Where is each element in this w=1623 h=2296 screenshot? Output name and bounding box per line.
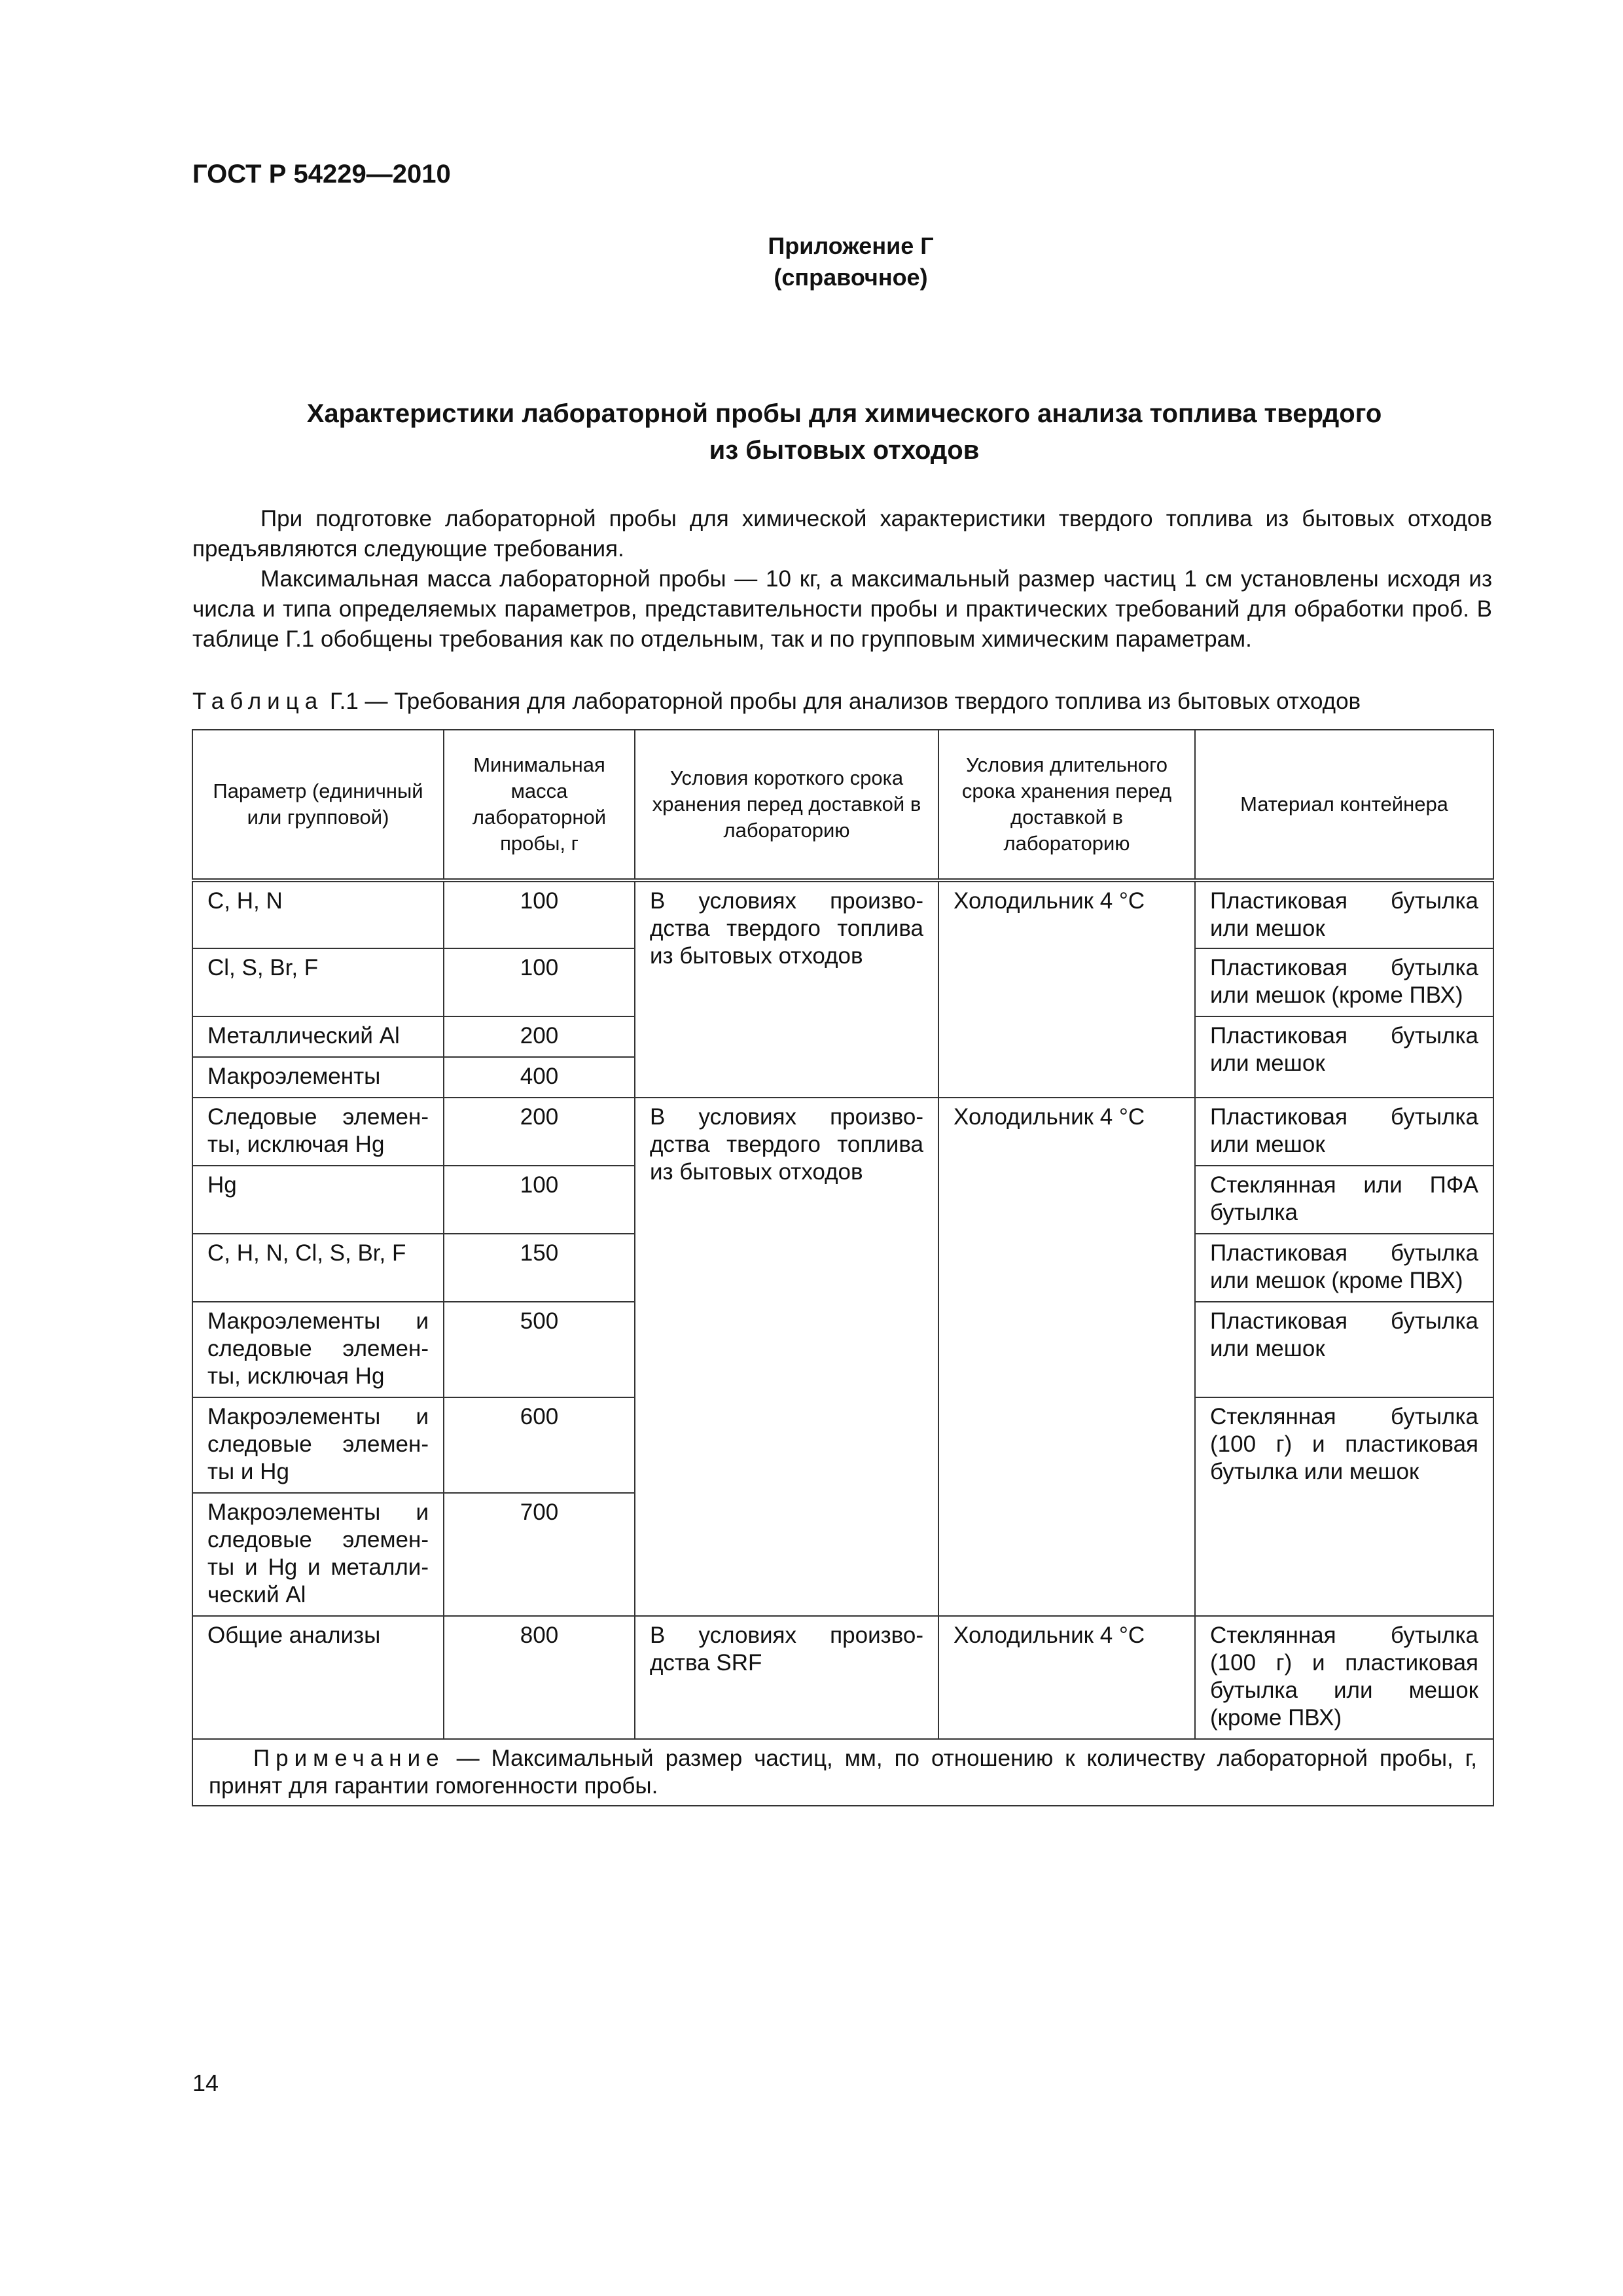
cell-container: Пластиковая бутылка или мешок — [1195, 880, 1493, 948]
cell-mass: 100 — [444, 948, 635, 1016]
annex-type: (справочное) — [774, 264, 928, 291]
cell-parameter: Макроэлементы — [192, 1057, 444, 1098]
cell-container: Стеклянная или ПФА бутылка — [1195, 1166, 1493, 1234]
document-title — [196, 395, 1492, 469]
cell-parameter: Макроэлементы и следовые элемен-ты, исключая Hg — [192, 1302, 444, 1397]
cell-mass: 500 — [444, 1302, 635, 1397]
page-number: 14 — [192, 2070, 219, 2096]
paragraph: Максимальная масса лабораторной пробы — 10 кг, а максимальный размер частиц 1 см установлены исходя из числа и типа определяемых параметров, представительности пробы и практических требований для обработки проб. В таблице Г.1 обобщены требования как по отдельным, так и по групповым химическим параметрам. — [192, 566, 1492, 652]
annex-title: Приложение Г — [768, 232, 934, 259]
title-line-1: Характеристики лабораторной пробы для химического анализа топлива твердого — [306, 399, 1382, 428]
requirements-table — [192, 729, 1494, 1806]
cell-container: Стеклянная бутылка (100 г) и пластиковая бутылка или мешок (кроме ПВХ) — [1195, 1616, 1493, 1739]
cell-container: Пластиковая бутылка или мешок (кроме ПВХ) — [1195, 948, 1493, 1016]
table-note-row — [192, 1739, 1493, 1806]
cell-container: Пластиковая бутылка или мешок (кроме ПВХ) — [1195, 1234, 1493, 1302]
table-note — [192, 1739, 1493, 1806]
table-caption — [192, 687, 1495, 717]
cell-parameter: Следовые элемен-ты, исключая Hg — [192, 1098, 444, 1166]
cell-mass: 200 — [444, 1016, 635, 1057]
cell-mass: 400 — [444, 1057, 635, 1098]
cell-short-storage: В условиях произво-дства твердого топлива из бытовых отходов — [635, 880, 938, 1098]
table-row — [192, 1616, 1493, 1739]
header-long-storage: Условия длительного срока хранения перед доставкой в лабораторию — [938, 730, 1195, 880]
annex-heading — [654, 230, 1047, 293]
cell-long-storage: Холодильник 4 °С — [938, 1098, 1195, 1616]
cell-short-storage: В условиях произво-дства твердого топлива из бытовых отходов — [635, 1098, 938, 1616]
cell-long-storage: Холодильник 4 °С — [938, 1616, 1195, 1739]
cell-mass: 700 — [444, 1493, 635, 1616]
paragraph: При подготовке лабораторной пробы для химической характеристики твердого топлива из бытовых отходов предъявляются следующие требования. — [192, 506, 1492, 562]
cell-container: Пластиковая бутылка или мешок — [1195, 1016, 1493, 1098]
cell-container: Стеклянная бутылка (100 г) и пластиковая бутылка или мешок — [1195, 1397, 1493, 1616]
table-caption-text: Г.1 — Требования для лабораторной пробы для анализов твердого топлива из бытовых отходов — [323, 689, 1361, 714]
cell-parameter: Макроэлементы и следовые элемен-ты и Hg и металли-ческий Al — [192, 1493, 444, 1616]
title-line-2: из бытовых отходов — [709, 436, 980, 465]
table-caption-word: Таблица — [192, 689, 324, 714]
table-note-word: Примечание — [253, 1746, 445, 1771]
cell-parameter: Hg — [192, 1166, 444, 1234]
header-min-mass: Минимальная масса лабораторной пробы, г — [444, 730, 635, 880]
header-container: Материал контейнера — [1195, 730, 1493, 880]
cell-parameter: Металлический Al — [192, 1016, 444, 1057]
header-parameter: Параметр (единичный или групповой) — [192, 730, 444, 880]
cell-container: Пластиковая бутылка или мешок — [1195, 1302, 1493, 1397]
body-text — [192, 504, 1492, 655]
cell-parameter: Макроэлементы и следовые элемен-ты и Hg — [192, 1397, 444, 1493]
cell-mass: 600 — [444, 1397, 635, 1493]
table-note-text: — Максимальный размер частиц, мм, по отношению к количеству лабораторной пробы, г, принят для гарантии гомогенности пробы. — [209, 1746, 1477, 1799]
cell-mass: 800 — [444, 1616, 635, 1739]
header-short-storage: Условия короткого срока хранения перед доставкой в лабораторию — [635, 730, 938, 880]
cell-mass: 150 — [444, 1234, 635, 1302]
cell-parameter: Cl, S, Br, F — [192, 948, 444, 1016]
cell-parameter: C, H, N — [192, 880, 444, 948]
cell-parameter: C, H, N, Cl, S, Br, F — [192, 1234, 444, 1302]
cell-mass: 200 — [444, 1098, 635, 1166]
cell-long-storage: Холодильник 4 °С — [938, 880, 1195, 1098]
table-row — [192, 880, 1493, 948]
table-row — [192, 1098, 1493, 1166]
cell-short-storage: В условиях произво-дства SRF — [635, 1616, 938, 1739]
cell-mass: 100 — [444, 880, 635, 948]
cell-container: Пластиковая бутылка или мешок — [1195, 1098, 1493, 1166]
standard-designation: ГОСТ Р 54229—2010 — [192, 160, 451, 188]
cell-mass: 100 — [444, 1166, 635, 1234]
table-header-row — [192, 730, 1493, 880]
cell-parameter: Общие анализы — [192, 1616, 444, 1739]
